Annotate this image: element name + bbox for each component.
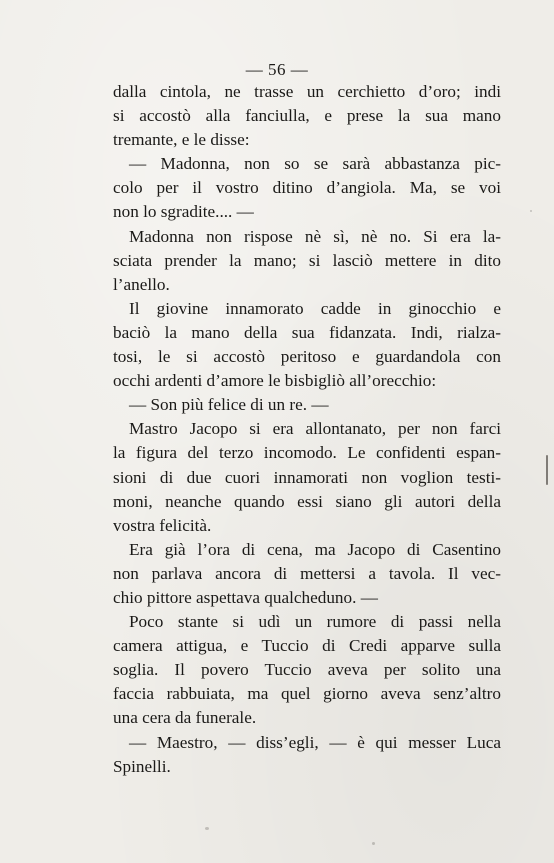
text-line: l’anello. [113,274,170,294]
paper-speck [530,210,532,212]
text-line: non parlava ancora di mettersi a tavola. Il vec- [113,563,501,583]
text-line: sciata prender la mano; si lasciò mettere in dito [113,250,501,270]
text-line: baciò la mano della sua fidanzata. Indi, rialza- [113,322,501,342]
text-line: colo per il vostro ditino d’angiola. Ma, se voi [113,178,501,198]
text-line: dalla cintola, ne trasse un cerchietto d’oro; indi [113,82,501,101]
page-number: — 56 — [245,60,309,79]
text-line: occhi ardenti d’amore le bisbigliò all’orecchio: [113,371,437,391]
text-line: soglia. Il povero Tuccio aveva per solito una [113,660,501,680]
text-line: tosi, le si accostò peritoso e guardandola con [113,347,501,367]
text-line: sioni di due cuori innamorati non voglion testi- [113,467,501,487]
text-line: camera attigua, e Tuccio di Credi apparve sulla [113,636,501,656]
text-line: chio pittore aspettava qualcheduno. — [113,587,378,607]
paper-speck [546,455,548,485]
text-line: non lo sgradite.... — [113,202,254,222]
text-line: si accostò alla fanciulla, e prese la sua mano [113,106,501,126]
paper-speck [372,842,375,845]
text-line: — Son più felice di un re. — [129,395,329,415]
text-line: vostra felicità. [113,515,212,535]
text-line: tremante, e le disse: [113,130,250,150]
text-line: Era già l’ora di cena, ma Jacopo di Casentino [129,539,501,559]
paper-speck [205,827,209,830]
text-line: faccia rabbuiata, ma quel giorno aveva senz’altro [113,684,501,704]
text-line: Il giovine innamorato cadde in ginocchio e [129,298,501,318]
text-line: Spinelli. [113,756,171,776]
text-line: — Maestro, — diss’egli, — è qui messer Luca [129,732,501,752]
text-line: una cera da funerale. [113,708,257,728]
text-line: Madonna non rispose nè sì, nè no. Si era la- [129,226,501,246]
text-line: Poco stante si udì un rumore di passi nella [129,612,501,632]
body-text [113,80,501,779]
text-line: moni, neanche quando essi siano gli autori della [113,491,501,511]
text-line: la figura del terzo incomodo. Le confidenti espan- [113,443,501,463]
text-line: Mastro Jacopo si era allontanato, per non farci [129,419,501,439]
text-line: — Madonna, non so se sarà abbastanza pic- [129,154,501,174]
